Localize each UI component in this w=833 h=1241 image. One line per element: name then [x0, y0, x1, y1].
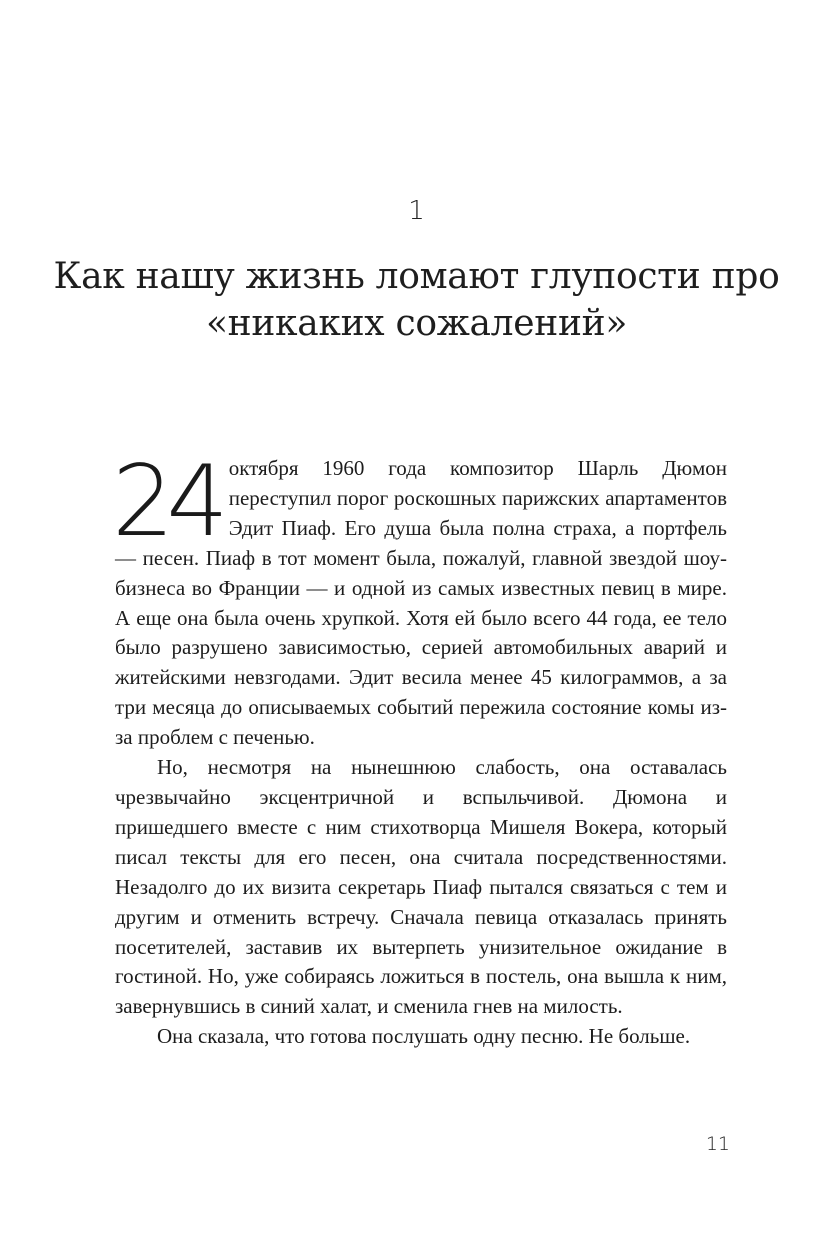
drop-cap: 24 [112, 445, 221, 559]
paragraph-3: Она сказала, что готова послушать одну песню. Не больше. [157, 1024, 691, 1049]
body-text [112, 445, 727, 1052]
chapter-title: Как нашу жизнь ломают глупости про «никаких сожалений» [53, 256, 780, 344]
chapter-number: 1 [408, 196, 425, 226]
paragraph-1-text: октября 1960 года композитор Шарль Дюмон переступил порог роскошных парижских апартаментов Эдит Пиаф. Его душа была полна страха, а портфель — песен. Пиаф в тот момент была, пожалуй, главной звездой шоу-бизнеса во Франции — и одной из самых известных певиц в мире. А еще она была очень хрупкой. Хотя ей было всего 44 года, ее тело было разрушено зависимостью, серией автомобильных аварий и житейскими невзгодами. Эдит весила менее 45 килограммов, а за три месяца до описываемых событий пережила состояние комы из-за проблем с печенью. [115, 456, 727, 750]
paragraph-1 [112, 445, 727, 753]
paragraph-2: Но, несмотря на нынешнюю слабость, она оставалась чрезвычайно эксцентричной и вспыльчивой. Дюмона и пришедшего вместе с ним стихотворца Мишеля Вокера, который писал тексты для его песен, она считала посредственностями. Незадолго до их визита секретарь Пиаф пытался связаться с тем и другим и отменить встречу. Сначала певица отказалась принять посетителей, заставив их вытерпеть унизительное ожидание в гостиной. Но, уже собираясь ложиться в постель, она вышла к ним, завернувшись в синий халат, и сменила гнев на милость. [115, 755, 727, 1019]
page-number: 11 [705, 1133, 730, 1155]
